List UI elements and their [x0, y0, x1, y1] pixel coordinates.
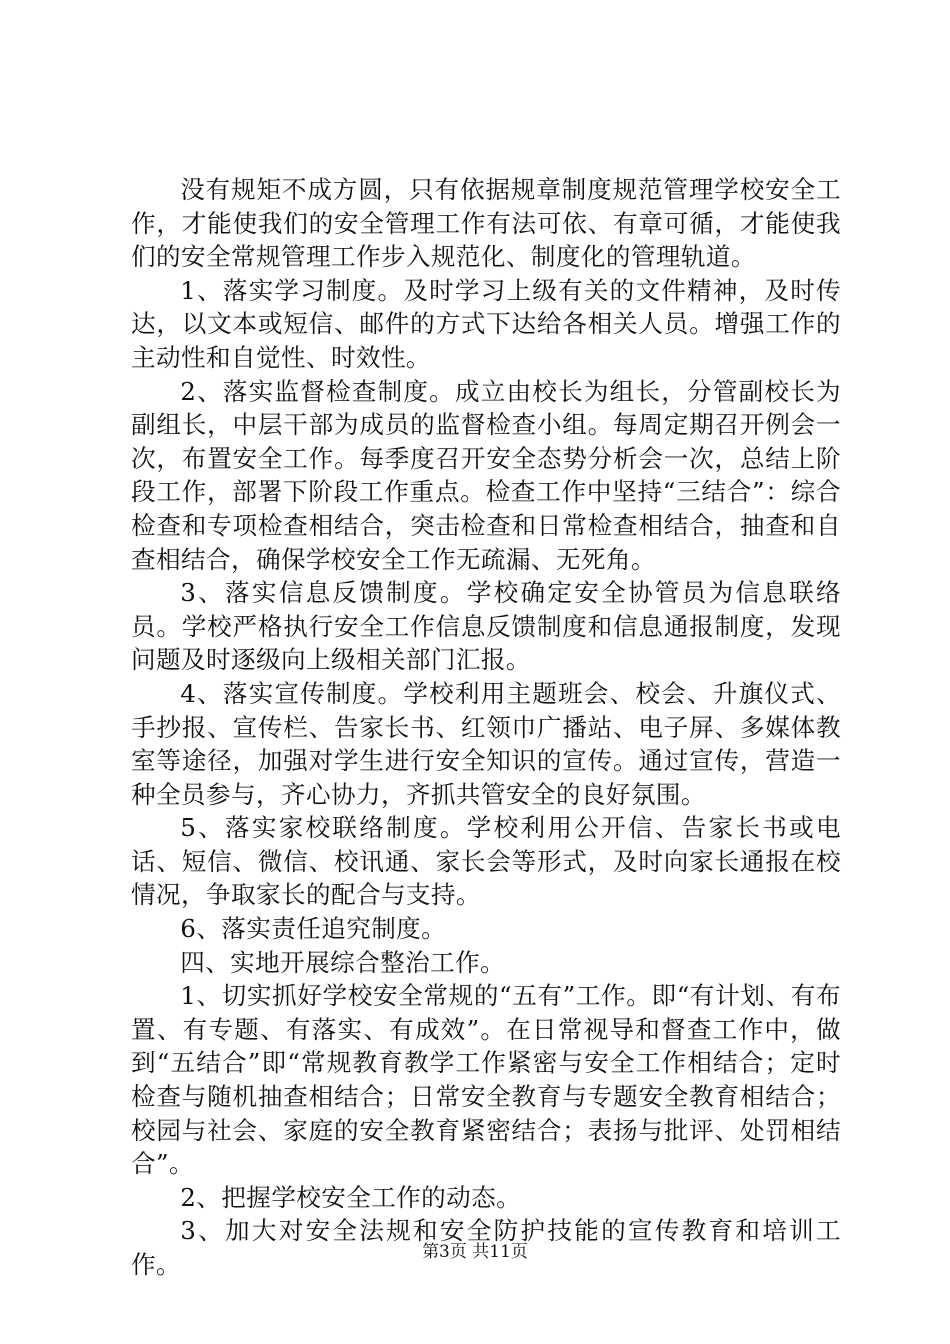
- paragraph-five-haves: 1、切实抓好学校安全常规的“五有”工作。即“有计划、有布置、有专题、有落实、有成效”。在日常视导和督查工作中，做到“五结合”即“常规教育教学工作紧密与安全工作相结合；定时检查与随机抽查相结合；日常安全教育与专题安全教育相结合；校园与社会、家庭的安全教育紧密结合；表扬与批评、处罚相结合”。: [131, 981, 841, 1179]
- document-body: [131, 173, 841, 1282]
- paragraph-study-system: 1、落实学习制度。及时学习上级有关的文件精神，及时传达，以文本或短信、邮件的方式下达给各相关人员。增强工作的主动性和自觉性、时效性。: [131, 275, 841, 372]
- paragraph-feedback-system: 3、落实信息反馈制度。学校确定安全协管员为信息联络员。学校严格执行安全工作信息反馈制度和信息通报制度，发现问题及时逐级向上级相关部门汇报。: [131, 578, 841, 675]
- paragraph-inspection-system: 2、落实监督检查制度。成立由校长为组长，分管副校长为副组长，中层干部为成员的监督检查小组。每周定期召开例会一次，布置安全工作。每季度召开安全态势分析会一次，总结上阶段工作，部署下阶段工作重点。检查工作中坚持“三结合”：综合检查和专项检查相结合，突击检查和日常检查相结合，抽查和自查相结合，确保学校安全工作无疏漏、无死角。: [131, 376, 841, 574]
- page-number-label: 第3页 共11页: [422, 1242, 528, 1262]
- paragraph-home-school-system: 5、落实家校联络制度。学校利用公开信、告家长书或电话、短信、微信、校讯通、家长会等形式，及时向家长通报在校情况，争取家长的配合与支持。: [131, 813, 841, 910]
- page-footer: [0, 1241, 950, 1263]
- paragraph-safety-dynamics: 2、把握学校安全工作的动态。: [180, 1182, 522, 1212]
- paragraph-accountability-system: 6、落实责任追究制度。: [180, 914, 447, 944]
- paragraph-publicity-system: 4、落实宣传制度。学校利用主题班会、校会、升旗仪式、手抄报、宣传栏、告家长书、红领巾广播站、电子屏、多媒体教室等途径，加强对学生进行安全知识的宣传。通过宣传，营造一种全员参与，齐心协力，齐抓共管安全的良好氛围。: [131, 678, 841, 809]
- paragraph-intro: 没有规矩不成方圆，只有依据规章制度规范管理学校安全工作，才能使我们的安全管理工作有法可依、有章可循，才能使我们的安全常规管理工作步入规范化、制度化的管理轨道。: [131, 175, 841, 272]
- paragraph-training: 3、加大对安全法规和安全防护技能的宣传教育和培训工作。: [131, 1216, 841, 1279]
- section-heading-four: 四、实地开展综合整治工作。: [180, 947, 506, 977]
